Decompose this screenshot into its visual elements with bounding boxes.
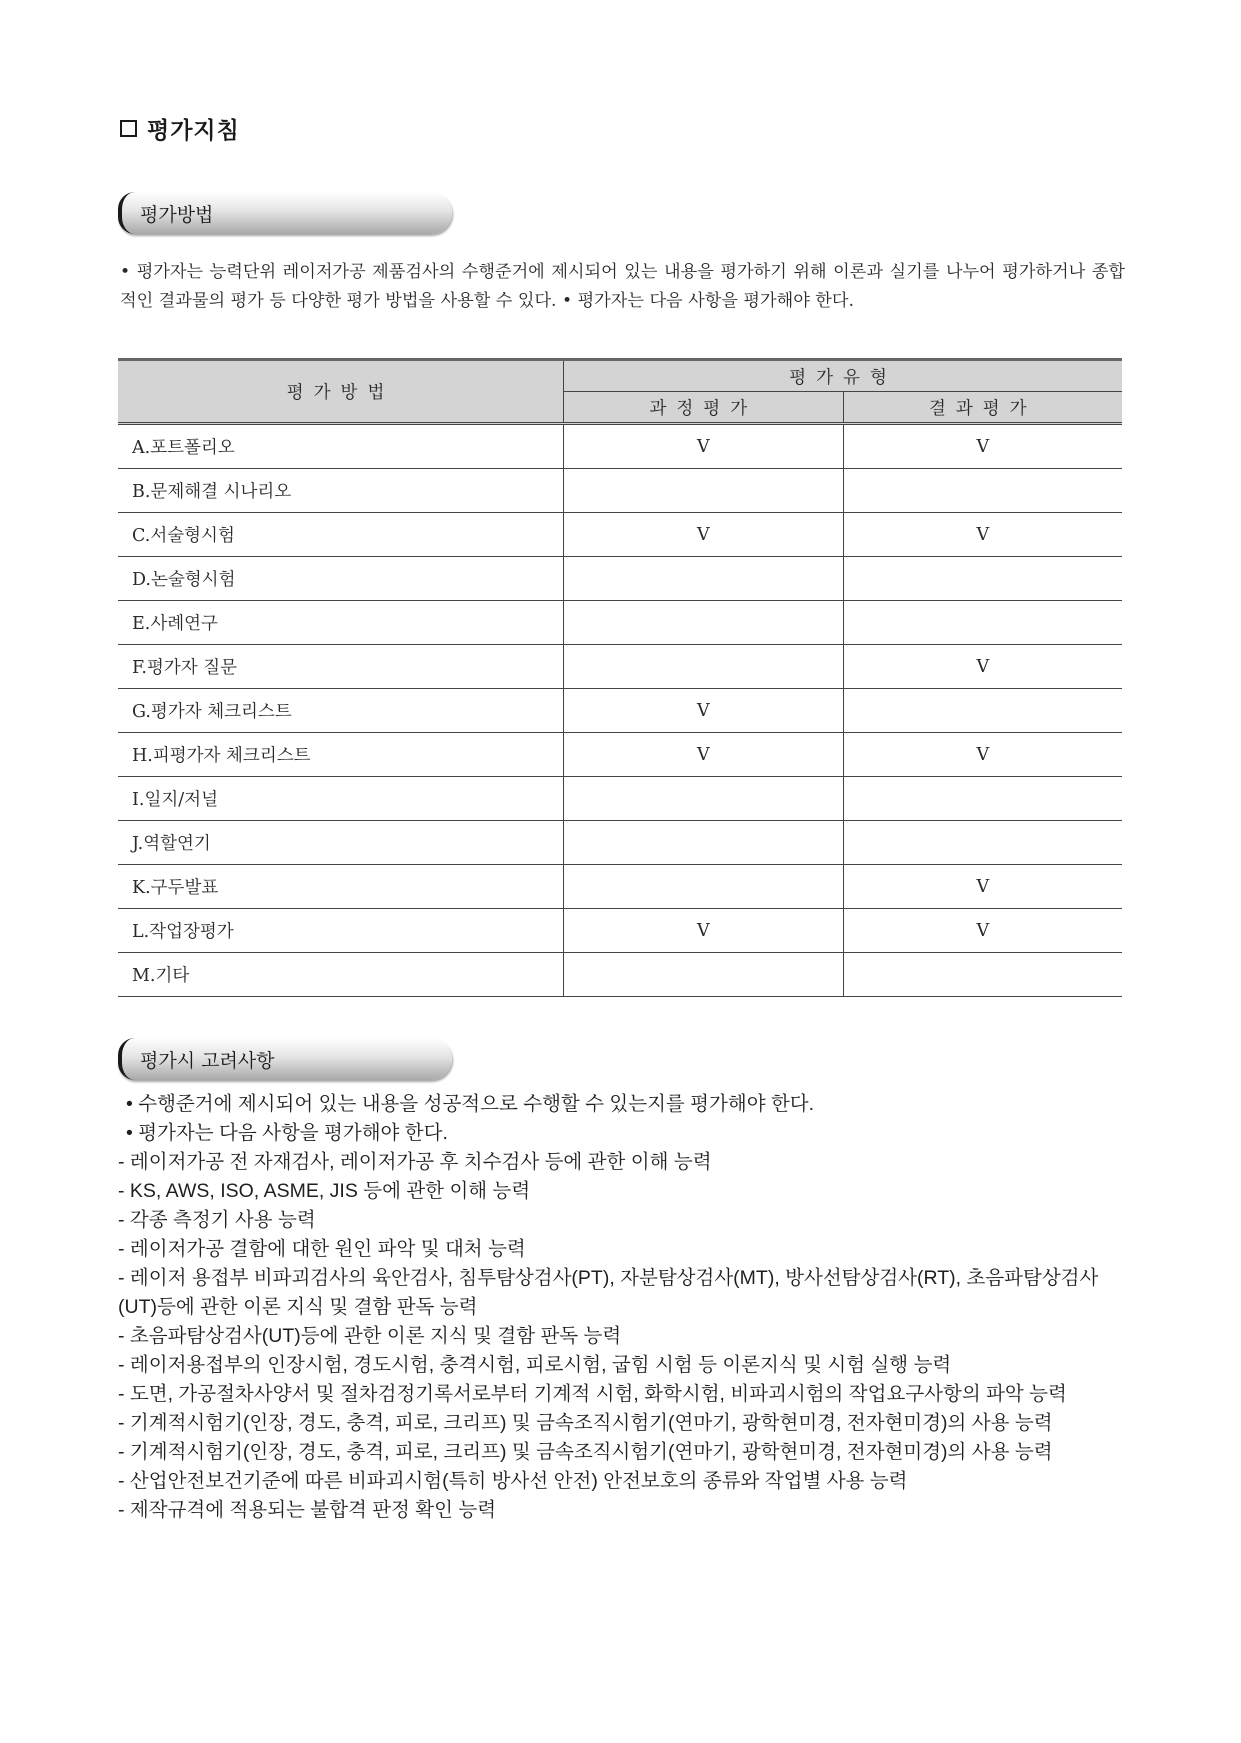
- method-name-cell: H.피평가자 체크리스트: [118, 733, 564, 777]
- method-intro: • 평가자는 능력단위 레이저가공 제품검사의 수행준거에 제시되어 있는 내용을 평가하기 위해 이론과 실기를 나누어 평가하거나 종합적인 결과물의 평가 등 다양한 평가 방법을 사용할 수 있다. • 평가자는 다음 사항을 평가해야 한다.: [120, 262, 1125, 311]
- result-mark-cell: [843, 953, 1122, 997]
- method-name-cell: L.작업장평가: [118, 909, 564, 953]
- process-mark-cell: [564, 821, 843, 865]
- table-row: [118, 469, 1122, 513]
- section-heading-method-label: 평가방법: [140, 203, 214, 226]
- result-mark-cell: [843, 601, 1122, 645]
- consideration-item: - 기계적시험기(인장, 경도, 충격, 피로, 크리프) 및 금속조직시험기(연마기, 광학현미경, 전자현미경)의 사용 능력: [118, 1441, 1053, 1463]
- consideration-item: - KS, AWS, ISO, ASME, JIS 등에 관한 이해 능력: [118, 1180, 531, 1202]
- result-mark-cell: V: [843, 424, 1122, 469]
- header-type: 평가유형: [564, 360, 1122, 392]
- method-name-cell: C.서술형시험: [118, 513, 564, 557]
- table-row: [118, 645, 1122, 689]
- consideration-item: - 레이저용접부의 인장시험, 경도시험, 충격시험, 피로시험, 굽힘 시험 등 이론지식 및 시험 실행 능력: [118, 1354, 952, 1376]
- result-mark-cell: V: [843, 513, 1122, 557]
- table-row: [118, 601, 1122, 645]
- result-mark-cell: V: [843, 909, 1122, 953]
- result-mark-cell: [843, 821, 1122, 865]
- process-mark-cell: [564, 953, 843, 997]
- process-mark-cell: V: [564, 513, 843, 557]
- process-mark-cell: V: [564, 909, 843, 953]
- method-name-cell: G.평가자 체크리스트: [118, 689, 564, 733]
- section-heading-consider-label: 평가시 고려사항: [140, 1049, 275, 1072]
- method-name-cell: A.포트폴리오: [118, 424, 564, 469]
- table-row: [118, 953, 1122, 997]
- method-name-cell: I.일지/저널: [118, 777, 564, 821]
- table-row: [118, 777, 1122, 821]
- consideration-item: - 레이저 용접부 비파괴검사의 육안검사, 침투탐상검사(PT), 자분탐상검사(MT), 방사선탐상검사(RT), 초음파탐상검사(UT)등에 관한 이론 지식 및 결함 판독 능력: [118, 1267, 1099, 1318]
- table-row: [118, 733, 1122, 777]
- process-mark-cell: [564, 645, 843, 689]
- consideration-item: - 레이저가공 결함에 대한 원인 파악 및 대처 능력: [118, 1238, 526, 1260]
- table-row: [118, 689, 1122, 733]
- section-heading-method: [118, 192, 452, 234]
- page-title: [120, 112, 240, 145]
- consideration-item: • 수행준거에 제시되어 있는 내용을 성공적으로 수행할 수 있는지를 평가해야 한다.: [126, 1093, 815, 1115]
- process-mark-cell: [564, 777, 843, 821]
- table-row: [118, 513, 1122, 557]
- result-mark-cell: [843, 689, 1122, 733]
- consideration-item: - 초음파탐상검사(UT)등에 관한 이론 지식 및 결함 판독 능력: [118, 1325, 622, 1347]
- considerations-list: [118, 1090, 1128, 1525]
- table-row: [118, 557, 1122, 601]
- result-mark-cell: V: [843, 645, 1122, 689]
- table-row: [118, 424, 1122, 469]
- method-name-cell: M.기타: [118, 953, 564, 997]
- process-mark-cell: [564, 865, 843, 909]
- method-name-cell: K.구두발표: [118, 865, 564, 909]
- table-row: [118, 821, 1122, 865]
- method-name-cell: F.평가자 질문: [118, 645, 564, 689]
- consideration-item: - 각종 측정기 사용 능력: [118, 1209, 316, 1231]
- result-mark-cell: [843, 777, 1122, 821]
- method-name-cell: B.문제해결 시나리오: [118, 469, 564, 513]
- result-mark-cell: V: [843, 865, 1122, 909]
- table-row: [118, 865, 1122, 909]
- consideration-item: - 레이저가공 전 자재검사, 레이저가공 후 치수검사 등에 관한 이해 능력: [118, 1151, 712, 1173]
- process-mark-cell: [564, 469, 843, 513]
- page-title-text: 평가지침: [147, 118, 240, 144]
- consideration-item: • 평가자는 다음 사항을 평가해야 한다.: [126, 1122, 448, 1144]
- method-name-cell: J.역할연기: [118, 821, 564, 865]
- result-mark-cell: [843, 557, 1122, 601]
- consideration-item: - 산업안전보건기준에 따른 비파괴시험(특히 방사선 안전) 안전보호의 종류와 작업별 사용 능력: [118, 1470, 908, 1492]
- header-method: 평가방법: [118, 360, 564, 424]
- header-process: 과정평가: [564, 392, 843, 424]
- process-mark-cell: V: [564, 689, 843, 733]
- process-mark-cell: [564, 601, 843, 645]
- result-mark-cell: [843, 469, 1122, 513]
- process-mark-cell: V: [564, 424, 843, 469]
- section-heading-consider: [118, 1038, 452, 1080]
- table-row: [118, 909, 1122, 953]
- evaluation-method-table: [118, 358, 1122, 997]
- method-name-cell: E.사례연구: [118, 601, 564, 645]
- checkbox-icon: [120, 120, 137, 137]
- consideration-item: - 기계적시험기(인장, 경도, 충격, 피로, 크리프) 및 금속조직시험기(연마기, 광학현미경, 전자현미경)의 사용 능력: [118, 1412, 1053, 1434]
- consideration-item: - 제작규격에 적용되는 불합격 판정 확인 능력: [118, 1499, 497, 1521]
- process-mark-cell: [564, 557, 843, 601]
- method-name-cell: D.논술형시험: [118, 557, 564, 601]
- result-mark-cell: V: [843, 733, 1122, 777]
- consideration-item: - 도면, 가공절차사양서 및 절차검정기록서로부터 기계적 시험, 화학시험, 비파괴시험의 작업요구사항의 파악 능력: [118, 1383, 1067, 1405]
- process-mark-cell: V: [564, 733, 843, 777]
- header-result: 결과평가: [843, 392, 1122, 424]
